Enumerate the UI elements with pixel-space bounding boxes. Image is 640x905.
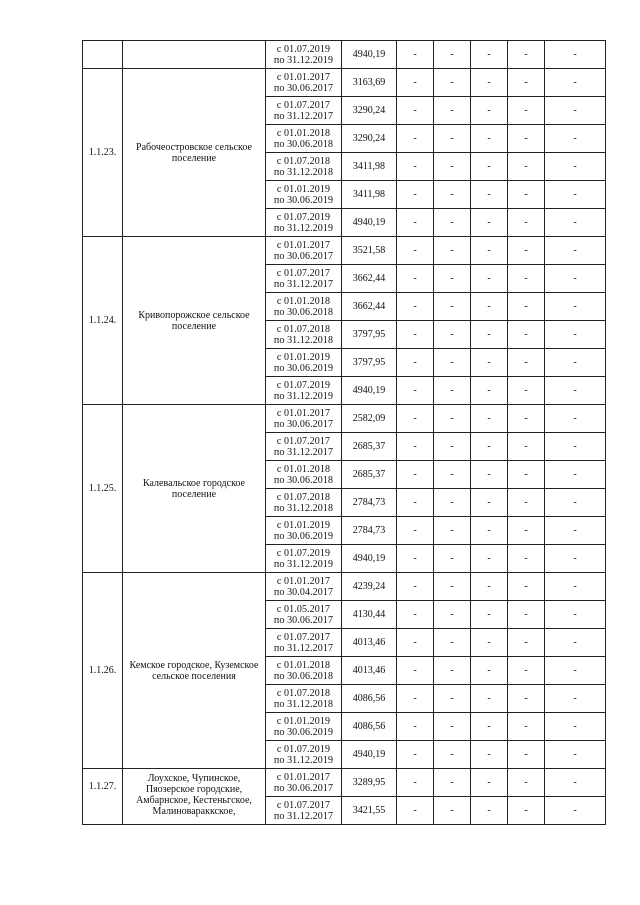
dash-cell: -	[397, 517, 434, 545]
dash-cell: -	[471, 769, 508, 797]
dash-cell: -	[471, 321, 508, 349]
dash-cell: -	[545, 405, 606, 433]
settlement-name-cell: Лоухское, Чупинское, Пяозерское городские, Амбарнское, Кестеньгское, Малиновараккское,	[123, 769, 266, 825]
period-cell: с 01.01.2019 по 30.06.2019	[266, 713, 342, 741]
dash-cell: -	[545, 433, 606, 461]
dash-cell: -	[545, 69, 606, 97]
period-cell: с 01.07.2017 по 31.12.2017	[266, 433, 342, 461]
dash-cell: -	[545, 545, 606, 573]
dash-cell: -	[471, 741, 508, 769]
dash-cell: -	[434, 433, 471, 461]
dash-cell: -	[434, 545, 471, 573]
tariff-value-cell: 4239,24	[342, 573, 397, 601]
settlement-name-cell	[123, 41, 266, 69]
dash-cell: -	[471, 545, 508, 573]
dash-cell: -	[434, 69, 471, 97]
dash-cell: -	[397, 293, 434, 321]
dash-cell: -	[508, 41, 545, 69]
dash-cell: -	[508, 741, 545, 769]
dash-cell: -	[545, 517, 606, 545]
dash-cell: -	[397, 377, 434, 405]
dash-cell: -	[397, 265, 434, 293]
tariff-value-cell: 3411,98	[342, 181, 397, 209]
dash-cell: -	[508, 489, 545, 517]
dash-cell: -	[434, 405, 471, 433]
tariff-value-cell: 3163,69	[342, 69, 397, 97]
dash-cell: -	[508, 713, 545, 741]
tariff-value-cell: 2784,73	[342, 517, 397, 545]
settlement-name-cell: Кривопорожское сельское поселение	[123, 237, 266, 405]
tariff-value-cell: 4013,46	[342, 629, 397, 657]
period-cell: с 01.01.2018 по 30.06.2018	[266, 657, 342, 685]
dash-cell: -	[545, 209, 606, 237]
tariff-value-cell: 4013,46	[342, 657, 397, 685]
period-cell: с 01.01.2017 по 30.06.2017	[266, 69, 342, 97]
dash-cell: -	[397, 657, 434, 685]
dash-cell: -	[471, 377, 508, 405]
dash-cell: -	[397, 797, 434, 825]
period-cell: с 01.05.2017 по 30.06.2017	[266, 601, 342, 629]
dash-cell: -	[545, 713, 606, 741]
dash-cell: -	[434, 41, 471, 69]
tariff-value-cell: 4940,19	[342, 377, 397, 405]
dash-cell: -	[397, 41, 434, 69]
dash-cell: -	[545, 461, 606, 489]
dash-cell: -	[545, 769, 606, 797]
period-cell: с 01.01.2017 по 30.06.2017	[266, 769, 342, 797]
dash-cell: -	[545, 181, 606, 209]
dash-cell: -	[434, 629, 471, 657]
dash-cell: -	[434, 657, 471, 685]
dash-cell: -	[508, 97, 545, 125]
dash-cell: -	[508, 461, 545, 489]
dash-cell: -	[397, 433, 434, 461]
tariff-value-cell: 4940,19	[342, 209, 397, 237]
period-cell: с 01.07.2019 по 31.12.2019	[266, 377, 342, 405]
table-row	[83, 769, 606, 797]
dash-cell: -	[545, 573, 606, 601]
period-cell: с 01.07.2019 по 31.12.2019	[266, 545, 342, 573]
period-cell: с 01.07.2017 по 31.12.2017	[266, 265, 342, 293]
period-cell: с 01.07.2019 по 31.12.2019	[266, 209, 342, 237]
dash-cell: -	[508, 657, 545, 685]
period-cell: с 01.01.2018 по 30.06.2018	[266, 461, 342, 489]
dash-cell: -	[508, 797, 545, 825]
dash-cell: -	[434, 125, 471, 153]
dash-cell: -	[434, 573, 471, 601]
tariff-value-cell: 3797,95	[342, 321, 397, 349]
dash-cell: -	[397, 97, 434, 125]
dash-cell: -	[545, 657, 606, 685]
tariff-value-cell: 4086,56	[342, 685, 397, 713]
tariff-value-cell: 2685,37	[342, 433, 397, 461]
period-cell: с 01.07.2017 по 31.12.2017	[266, 97, 342, 125]
dash-cell: -	[397, 405, 434, 433]
dash-cell: -	[508, 685, 545, 713]
dash-cell: -	[471, 237, 508, 265]
period-cell: с 01.01.2017 по 30.06.2017	[266, 237, 342, 265]
dash-cell: -	[397, 349, 434, 377]
dash-cell: -	[508, 405, 545, 433]
period-cell: с 01.01.2019 по 30.06.2019	[266, 181, 342, 209]
dash-cell: -	[434, 713, 471, 741]
dash-cell: -	[471, 601, 508, 629]
tariff-value-cell: 4940,19	[342, 741, 397, 769]
dash-cell: -	[434, 153, 471, 181]
dash-cell: -	[508, 769, 545, 797]
dash-cell: -	[508, 265, 545, 293]
dash-cell: -	[434, 321, 471, 349]
tariff-value-cell: 3421,55	[342, 797, 397, 825]
settlement-name-cell: Калевальское городское поселение	[123, 405, 266, 573]
period-cell: с 01.07.2018 по 31.12.2018	[266, 153, 342, 181]
dash-cell: -	[508, 517, 545, 545]
dash-cell: -	[508, 349, 545, 377]
table-row	[83, 41, 606, 69]
dash-cell: -	[471, 97, 508, 125]
dash-cell: -	[471, 461, 508, 489]
dash-cell: -	[397, 713, 434, 741]
tariff-value-cell: 4940,19	[342, 545, 397, 573]
dash-cell: -	[545, 321, 606, 349]
dash-cell: -	[434, 517, 471, 545]
dash-cell: -	[471, 69, 508, 97]
dash-cell: -	[508, 209, 545, 237]
period-cell: с 01.07.2017 по 31.12.2017	[266, 797, 342, 825]
tariff-value-cell: 3662,44	[342, 293, 397, 321]
tariff-value-cell: 3797,95	[342, 349, 397, 377]
item-number-cell: 1.1.26.	[83, 573, 123, 769]
dash-cell: -	[545, 741, 606, 769]
tariff-value-cell: 3662,44	[342, 265, 397, 293]
dash-cell: -	[397, 573, 434, 601]
dash-cell: -	[545, 629, 606, 657]
period-cell: с 01.01.2017 по 30.06.2017	[266, 405, 342, 433]
dash-cell: -	[434, 685, 471, 713]
dash-cell: -	[545, 41, 606, 69]
tariff-value-cell: 3289,95	[342, 769, 397, 797]
dash-cell: -	[471, 405, 508, 433]
dash-cell: -	[545, 125, 606, 153]
dash-cell: -	[471, 153, 508, 181]
tariff-value-cell: 3411,98	[342, 153, 397, 181]
item-number-cell: 1.1.25.	[83, 405, 123, 573]
dash-cell: -	[508, 69, 545, 97]
table-row	[83, 573, 606, 601]
dash-cell: -	[471, 265, 508, 293]
tariff-value-cell: 3290,24	[342, 97, 397, 125]
dash-cell: -	[471, 713, 508, 741]
dash-cell: -	[471, 489, 508, 517]
period-cell: с 01.07.2018 по 31.12.2018	[266, 321, 342, 349]
dash-cell: -	[508, 377, 545, 405]
dash-cell: -	[397, 545, 434, 573]
dash-cell: -	[471, 657, 508, 685]
tariff-value-cell: 3290,24	[342, 125, 397, 153]
period-cell: с 01.01.2019 по 30.06.2019	[266, 517, 342, 545]
item-number-cell: 1.1.24.	[83, 237, 123, 405]
period-cell: с 01.07.2018 по 31.12.2018	[266, 685, 342, 713]
dash-cell: -	[397, 321, 434, 349]
period-cell: с 01.07.2019 по 31.12.2019	[266, 741, 342, 769]
dash-cell: -	[471, 685, 508, 713]
dash-cell: -	[545, 293, 606, 321]
period-cell: с 01.01.2018 по 30.06.2018	[266, 293, 342, 321]
dash-cell: -	[397, 601, 434, 629]
dash-cell: -	[397, 461, 434, 489]
dash-cell: -	[545, 237, 606, 265]
dash-cell: -	[471, 209, 508, 237]
dash-cell: -	[508, 573, 545, 601]
period-cell: с 01.07.2018 по 31.12.2018	[266, 489, 342, 517]
dash-cell: -	[508, 237, 545, 265]
tariff-value-cell: 3521,58	[342, 237, 397, 265]
dash-cell: -	[434, 97, 471, 125]
period-cell: с 01.01.2019 по 30.06.2019	[266, 349, 342, 377]
dash-cell: -	[434, 489, 471, 517]
item-number-cell: 1.1.27.	[83, 769, 123, 825]
dash-cell: -	[471, 41, 508, 69]
dash-cell: -	[471, 629, 508, 657]
dash-cell: -	[434, 461, 471, 489]
dash-cell: -	[434, 601, 471, 629]
dash-cell: -	[545, 153, 606, 181]
dash-cell: -	[471, 797, 508, 825]
dash-cell: -	[397, 769, 434, 797]
dash-cell: -	[397, 629, 434, 657]
dash-cell: -	[434, 377, 471, 405]
dash-cell: -	[397, 209, 434, 237]
dash-cell: -	[471, 293, 508, 321]
period-cell: с 01.07.2019 по 31.12.2019	[266, 41, 342, 69]
dash-cell: -	[434, 741, 471, 769]
dash-cell: -	[397, 489, 434, 517]
settlement-name-cell: Рабочеостровское сельское поселение	[123, 69, 266, 237]
tariff-value-cell: 2784,73	[342, 489, 397, 517]
dash-cell: -	[545, 797, 606, 825]
tariff-value-cell: 4130,44	[342, 601, 397, 629]
dash-cell: -	[434, 237, 471, 265]
tariff-value-cell: 4940,19	[342, 41, 397, 69]
dash-cell: -	[508, 181, 545, 209]
dash-cell: -	[434, 349, 471, 377]
dash-cell: -	[508, 433, 545, 461]
dash-cell: -	[508, 293, 545, 321]
dash-cell: -	[508, 601, 545, 629]
dash-cell: -	[471, 125, 508, 153]
tariff-value-cell: 4086,56	[342, 713, 397, 741]
table-row	[83, 237, 606, 265]
table-row	[83, 405, 606, 433]
dash-cell: -	[508, 153, 545, 181]
dash-cell: -	[434, 797, 471, 825]
dash-cell: -	[434, 209, 471, 237]
dash-cell: -	[397, 741, 434, 769]
dash-cell: -	[434, 265, 471, 293]
dash-cell: -	[545, 489, 606, 517]
dash-cell: -	[545, 97, 606, 125]
dash-cell: -	[397, 237, 434, 265]
dash-cell: -	[397, 153, 434, 181]
dash-cell: -	[471, 349, 508, 377]
item-number-cell	[83, 41, 123, 69]
period-cell: с 01.01.2017 по 30.04.2017	[266, 573, 342, 601]
settlement-name-cell: Кемское городское, Куземское сельское поселения	[123, 573, 266, 769]
dash-cell: -	[508, 321, 545, 349]
dash-cell: -	[545, 349, 606, 377]
period-cell: с 01.07.2017 по 31.12.2017	[266, 629, 342, 657]
dash-cell: -	[434, 769, 471, 797]
table-row	[83, 69, 606, 97]
dash-cell: -	[508, 545, 545, 573]
dash-cell: -	[471, 181, 508, 209]
tariff-table	[82, 40, 606, 825]
dash-cell: -	[471, 517, 508, 545]
dash-cell: -	[545, 265, 606, 293]
dash-cell: -	[397, 685, 434, 713]
dash-cell: -	[434, 293, 471, 321]
dash-cell: -	[508, 125, 545, 153]
dash-cell: -	[545, 377, 606, 405]
tariff-value-cell: 2582,09	[342, 405, 397, 433]
period-cell: с 01.01.2018 по 30.06.2018	[266, 125, 342, 153]
dash-cell: -	[471, 433, 508, 461]
dash-cell: -	[545, 685, 606, 713]
dash-cell: -	[397, 125, 434, 153]
dash-cell: -	[471, 573, 508, 601]
dash-cell: -	[397, 69, 434, 97]
dash-cell: -	[397, 181, 434, 209]
dash-cell: -	[545, 601, 606, 629]
dash-cell: -	[508, 629, 545, 657]
tariff-value-cell: 2685,37	[342, 461, 397, 489]
item-number-cell: 1.1.23.	[83, 69, 123, 237]
dash-cell: -	[434, 181, 471, 209]
